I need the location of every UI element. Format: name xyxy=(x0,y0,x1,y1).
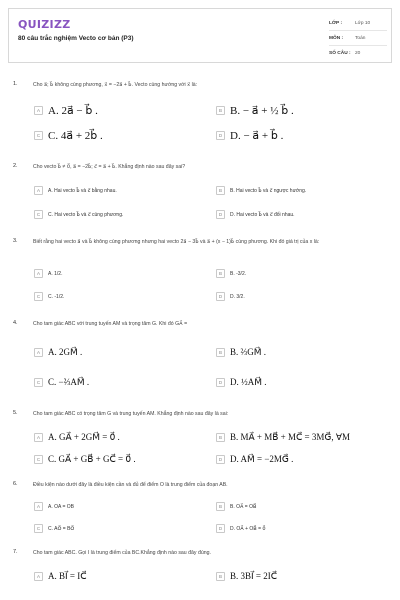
option-a[interactable] xyxy=(34,571,87,582)
option-c[interactable] xyxy=(34,130,103,141)
option-letter: B xyxy=(216,186,225,195)
option-text: D. 3/2. xyxy=(230,293,245,300)
option-letter: B xyxy=(216,502,225,511)
option-text: D. − a⃗ + b⃗ . xyxy=(230,130,284,142)
meta-row-count xyxy=(329,46,387,61)
meta-row-subject xyxy=(329,31,387,46)
option-text: C. AO⃗ = BO⃗ xyxy=(48,525,75,532)
question-text: Điều kiện nào dưới đây là điều kiện cần và đủ để điểm O là trung điểm của đoạn AB. xyxy=(33,482,228,488)
option-letter: A xyxy=(34,106,43,115)
option-letter: B xyxy=(216,106,225,115)
option-letter: B xyxy=(216,348,225,357)
option-text: C. Hai vecto b⃗ và c⃗ cùng phương. xyxy=(48,211,124,218)
meta-label: LỚP : xyxy=(329,20,343,26)
option-a[interactable] xyxy=(34,347,82,358)
option-a[interactable] xyxy=(34,268,62,279)
option-letter: C xyxy=(34,378,43,387)
option-text: C. 4a⃗ + 2b⃗ . xyxy=(48,130,103,142)
option-letter: C xyxy=(34,131,43,140)
option-letter: D xyxy=(216,210,225,219)
question-number: 1. xyxy=(13,81,18,87)
question-number: 3. xyxy=(13,238,18,244)
option-c[interactable] xyxy=(34,454,136,465)
option-letter: B xyxy=(216,269,225,278)
option-letter: C xyxy=(34,524,43,533)
option-letter: C xyxy=(34,455,43,464)
option-letter: B xyxy=(216,572,225,581)
option-b[interactable] xyxy=(216,347,266,358)
option-text: B. − a⃗ + ½ b⃗ . xyxy=(230,105,294,117)
option-letter: A xyxy=(34,348,43,357)
option-text: B. 3BI⃗ = 2IC⃗ xyxy=(230,571,278,581)
question-text: Cho vecto b⃗ ≠ 0⃗, a⃗ = −2b⃗; c⃗ = a⃗ + b⃗. Khẳng định nào sau đây sai? xyxy=(33,164,186,170)
option-letter: D xyxy=(216,292,225,301)
meta-label: MÔN : xyxy=(329,35,344,41)
meta-label: SỐ CÂU : xyxy=(329,51,351,56)
option-text: A. OA = OB xyxy=(48,503,74,510)
option-text: A. 2a⃗ − b⃗ . xyxy=(48,105,98,117)
question-number: 4. xyxy=(13,320,18,326)
meta-value: Lớp 10 xyxy=(355,20,371,26)
option-text: D. AM⃗ = −2MG⃗ . xyxy=(230,454,294,464)
option-text: D. Hai vecto b⃗ và c⃗ đối nhau. xyxy=(230,211,295,218)
option-text: D. OA⃗ + OB⃗ = 0⃗ xyxy=(230,525,266,532)
option-b[interactable] xyxy=(216,185,306,196)
option-letter: A xyxy=(34,502,43,511)
option-letter: A xyxy=(34,269,43,278)
option-c[interactable] xyxy=(34,291,64,302)
option-text: B. ⅔GM⃗ . xyxy=(230,347,267,357)
option-d[interactable] xyxy=(216,523,266,534)
option-b[interactable] xyxy=(216,571,277,582)
option-a[interactable] xyxy=(34,432,120,443)
option-d[interactable] xyxy=(216,377,267,388)
option-b[interactable] xyxy=(216,432,350,443)
question-text: Biết rằng hai vecto a⃗ và b⃗ không cùng phương nhưng hai vecto 2a⃗ − 3b⃗ và a⃗ + (x − 1)b⃗ cùng phương. Khi đó giá trị của x là: xyxy=(33,239,320,245)
option-c[interactable] xyxy=(34,377,89,388)
worksheet-title: 80 câu trắc nghiệm Vecto cơ bản (P3) xyxy=(18,35,134,42)
question-number: 7. xyxy=(13,549,18,555)
question-text: Cho tam giác ABC có trọng tâm G và trung tuyến AM. Khẳng định nào sau đây là sai: xyxy=(33,411,229,417)
option-letter: C xyxy=(34,210,43,219)
option-letter: A xyxy=(34,433,43,442)
meta-value: Toán xyxy=(355,35,366,41)
option-d[interactable] xyxy=(216,454,293,465)
worksheet-meta xyxy=(329,16,387,61)
option-a[interactable] xyxy=(34,501,74,512)
option-d[interactable] xyxy=(216,130,283,141)
option-d[interactable] xyxy=(216,209,295,220)
option-letter: C xyxy=(34,292,43,301)
option-b[interactable] xyxy=(216,105,294,116)
option-c[interactable] xyxy=(34,523,74,534)
question-number: 5. xyxy=(13,410,18,416)
option-a[interactable] xyxy=(34,185,117,196)
question-text: Cho a⃗; b⃗ không cùng phương, x⃗ = −2a⃗ + b⃗. Vecto cùng hướng với x⃗ là: xyxy=(33,82,198,88)
option-b[interactable] xyxy=(216,501,256,512)
question-number: 2. xyxy=(13,163,18,169)
option-text: A. Hai vecto b⃗ và c⃗ bằng nhau. xyxy=(48,187,117,194)
question-number: 6. xyxy=(13,481,18,487)
option-text: A. BI⃗ = IC⃗ xyxy=(48,571,87,581)
worksheet-header xyxy=(8,8,392,63)
option-letter: D xyxy=(216,131,225,140)
option-text: C. −⅔AM⃗ . xyxy=(48,377,90,387)
option-letter: A xyxy=(34,186,43,195)
option-text: B. -3/2. xyxy=(230,270,247,277)
option-c[interactable] xyxy=(34,209,123,220)
option-text: C. -1/2. xyxy=(48,293,65,300)
option-d[interactable] xyxy=(216,291,245,302)
question-text: Cho tam giác ABC. Gọi I là trung điểm của BC.Khẳng định nào sau đây đúng. xyxy=(33,550,211,556)
option-letter: D xyxy=(216,378,225,387)
option-a[interactable] xyxy=(34,105,98,116)
option-text: D. ½AM⃗ . xyxy=(230,377,267,387)
meta-row-class xyxy=(329,16,387,31)
option-text: B. MA⃗ + MB⃗ + MC⃗ = 3MG⃗, ∀M xyxy=(230,432,350,442)
question-text: Cho tam giác ABC với trung tuyến AM và trọng tâm G. Khi đó GA⃗ = xyxy=(33,321,188,327)
option-letter: B xyxy=(216,433,225,442)
option-b[interactable] xyxy=(216,268,246,279)
option-text: B. OA⃗ = OB⃗ xyxy=(230,503,257,510)
meta-value: 20 xyxy=(355,51,361,56)
option-text: B. Hai vecto b⃗ và c⃗ ngược hướng. xyxy=(230,187,307,194)
option-text: C. GA⃗ + GB⃗ + GC⃗ = 0⃗ . xyxy=(48,454,136,464)
quizizz-logo: QUIZIZZ xyxy=(18,18,71,31)
option-text: A. 1/2. xyxy=(48,270,63,277)
option-letter: A xyxy=(34,572,43,581)
option-letter: D xyxy=(216,455,225,464)
option-letter: D xyxy=(216,524,225,533)
option-text: A. GA⃗ + 2GM⃗ = 0⃗ . xyxy=(48,432,120,442)
option-text: A. 2GM⃗ . xyxy=(48,347,83,357)
